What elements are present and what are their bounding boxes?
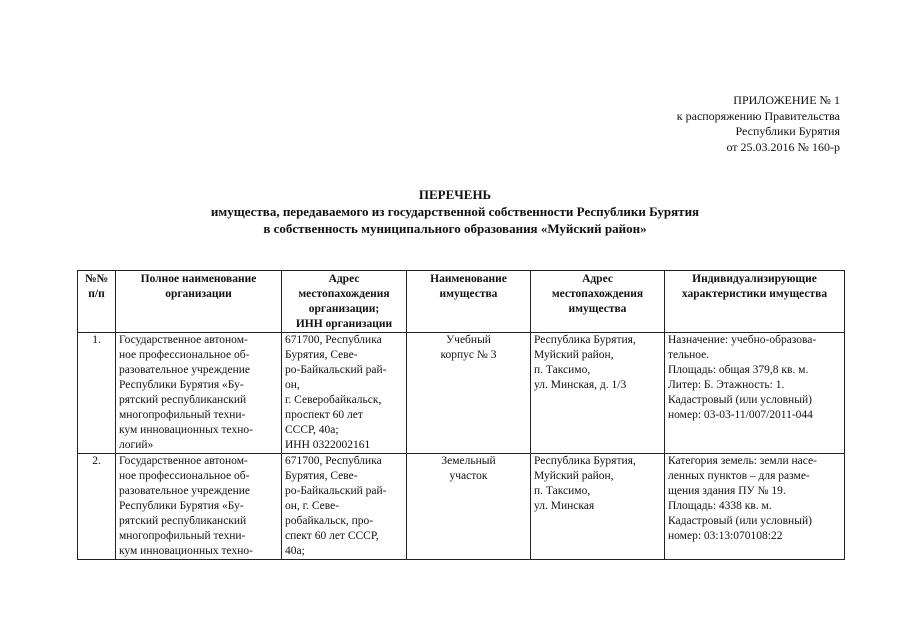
cell-property-name (407, 454, 531, 560)
cell-text-line: ро-Байкальский рай- (285, 364, 387, 376)
cell-text-line: кум инновационных техно- (119, 545, 253, 557)
cell-text-line: он, (285, 379, 300, 391)
header-text-line: организации (165, 288, 232, 300)
header-text-line: №№ (84, 273, 109, 285)
header-org-address (282, 271, 407, 333)
cell-property-address (531, 333, 665, 454)
cell-text-line: п. Таксимо, (534, 364, 591, 376)
cell-text-line: разовательное учреждение (119, 364, 251, 376)
header-text-line: местопахождения (551, 288, 644, 300)
cell-text-line: проспект 60 лет (285, 409, 363, 421)
cell-text-line: Государственное автоном- (119, 455, 248, 467)
cell-text-line: корпус № 3 (440, 349, 497, 361)
cell-text-line: Бурятия, Севе- (285, 470, 358, 482)
cell-text-line: номер: 03:13:070108:22 (668, 530, 783, 542)
table-row (78, 333, 845, 454)
header-text-line: п/п (88, 288, 105, 300)
cell-text-line: ул. Минская, д. 1/3 (534, 379, 627, 391)
title-line-1: имущества, передаваемого из государственной собственности Республики Бурятия (210, 204, 700, 219)
cell-text-line: робайкальск, про- (285, 515, 374, 527)
cell-text-line: п. Таксимо, (534, 485, 591, 497)
cell-text-line: Кадастровый (или условный) (668, 394, 812, 406)
cell-text-line: ро-Байкальский рай- (285, 485, 387, 497)
cell-text-line: Государственное автоном- (119, 334, 248, 346)
cell-text-line: Назначение: учебно-образова- (668, 334, 817, 346)
cell-text-line: щения здания ПУ № 19. (668, 485, 786, 497)
header-text-line: Адрес (582, 273, 613, 285)
cell-characteristics (665, 333, 845, 454)
appendix-order-ref: к распоряжению Правительства (676, 108, 840, 123)
header-text-line: характеристики имущества (681, 288, 828, 300)
property-table (77, 270, 845, 560)
cell-text-line: участок (449, 470, 488, 482)
cell-text-line: Республики Бурятия «Бу- (119, 500, 244, 512)
cell-text-line: Республики Бурятия «Бу- (119, 379, 244, 391)
cell-text-line: Площадь: 4338 кв. м. (668, 500, 772, 512)
header-property-address (531, 271, 665, 333)
cell-text-line: Земельный (441, 455, 496, 467)
cell-text-line: номер: 03-03-11/007/2011-044 (668, 409, 813, 421)
cell-text-line: рятский республиканский (119, 515, 247, 527)
appendix-republic: Республики Бурятия (735, 124, 840, 138)
cell-text-line: Учебный (446, 334, 491, 346)
title-line-2: в собственность муниципального образования «Муйский район» (263, 221, 647, 236)
cell-property-name (407, 333, 531, 454)
cell-text-line: ИНН 0322002161 (285, 439, 371, 451)
cell-org-name (116, 454, 282, 560)
cell-text-line: Категория земель: земли насе- (668, 455, 817, 467)
cell-text-line: ное профессиональное об- (119, 349, 250, 361)
cell-number (78, 454, 116, 560)
header-text-line: организации; (308, 303, 380, 315)
cell-text-line: 671700, Республика (285, 455, 382, 467)
cell-text-line: Кадастровый (или условный) (668, 515, 812, 527)
header-text-line: Полное наименование (140, 273, 257, 285)
header-text-line: местопахождения (298, 288, 390, 300)
cell-text-line: Площадь: общая 379,8 кв. м. (668, 364, 809, 376)
table-header-row (78, 271, 845, 333)
cell-property-address (531, 454, 665, 560)
cell-text-line: он, г. Севе- (285, 500, 340, 512)
cell-text-line: Муйский район, (534, 349, 614, 361)
cell-text-line: кум инновационных техно- (119, 424, 253, 436)
cell-text-line: спект 60 лет СССР, (285, 530, 379, 542)
cell-org-address (282, 333, 407, 454)
cell-text-line: тельное. (668, 349, 710, 361)
cell-text-line: Республика Бурятия, (534, 334, 636, 346)
cell-text-line: логий» (119, 439, 154, 451)
cell-text-line: 40а; (285, 545, 305, 557)
header-characteristics (665, 271, 845, 333)
appendix-header (560, 93, 840, 155)
cell-org-name (116, 333, 282, 454)
cell-text-line: многопрофильный техни- (119, 530, 246, 542)
header-text-line: имущества (568, 303, 627, 315)
cell-text-line: ул. Минская (534, 500, 595, 512)
header-number (78, 271, 116, 333)
header-org-name (116, 271, 282, 333)
cell-text-line: СССР, 40а; (285, 424, 339, 436)
appendix-date: от 25.03.2016 № 160-р (726, 139, 840, 154)
cell-text-line: Республика Бурятия, (534, 455, 636, 467)
header-text-line: Адрес (328, 273, 360, 285)
cell-text-line: Литер: Б. Этажность: 1. (668, 379, 785, 391)
cell-number (78, 333, 116, 454)
header-text-line: Наименование (430, 273, 507, 285)
table-row (78, 454, 845, 560)
cell-text-line: г. Северобайкальск, (285, 394, 382, 406)
header-text-line: Индивидуализирующие (692, 273, 817, 285)
cell-text-line: ленных пунктов – для разме- (668, 470, 810, 482)
cell-text-line: многопрофильный техни- (119, 409, 246, 421)
header-text-line: ИНН организации (295, 318, 393, 330)
cell-text-line: 1. (92, 334, 101, 346)
cell-text-line: рятский республиканский (119, 394, 247, 406)
header-text-line: имущества (439, 288, 498, 300)
cell-org-address (282, 454, 407, 560)
cell-text-line: 671700, Республика (285, 334, 382, 346)
cell-text-line: ное профессиональное об- (119, 470, 250, 482)
header-property-name (407, 271, 531, 333)
cell-text-line: Муйский район, (534, 470, 614, 482)
document-title (90, 186, 820, 237)
cell-text-line: разовательное учреждение (119, 485, 251, 497)
cell-characteristics (665, 454, 845, 560)
appendix-number: ПРИЛОЖЕНИЕ № 1 (733, 93, 840, 107)
cell-text-line: Бурятия, Севе- (285, 349, 358, 361)
title-heading: ПЕРЕЧЕНЬ (418, 187, 492, 202)
cell-text-line: 2. (92, 455, 101, 467)
table-body (78, 333, 845, 560)
